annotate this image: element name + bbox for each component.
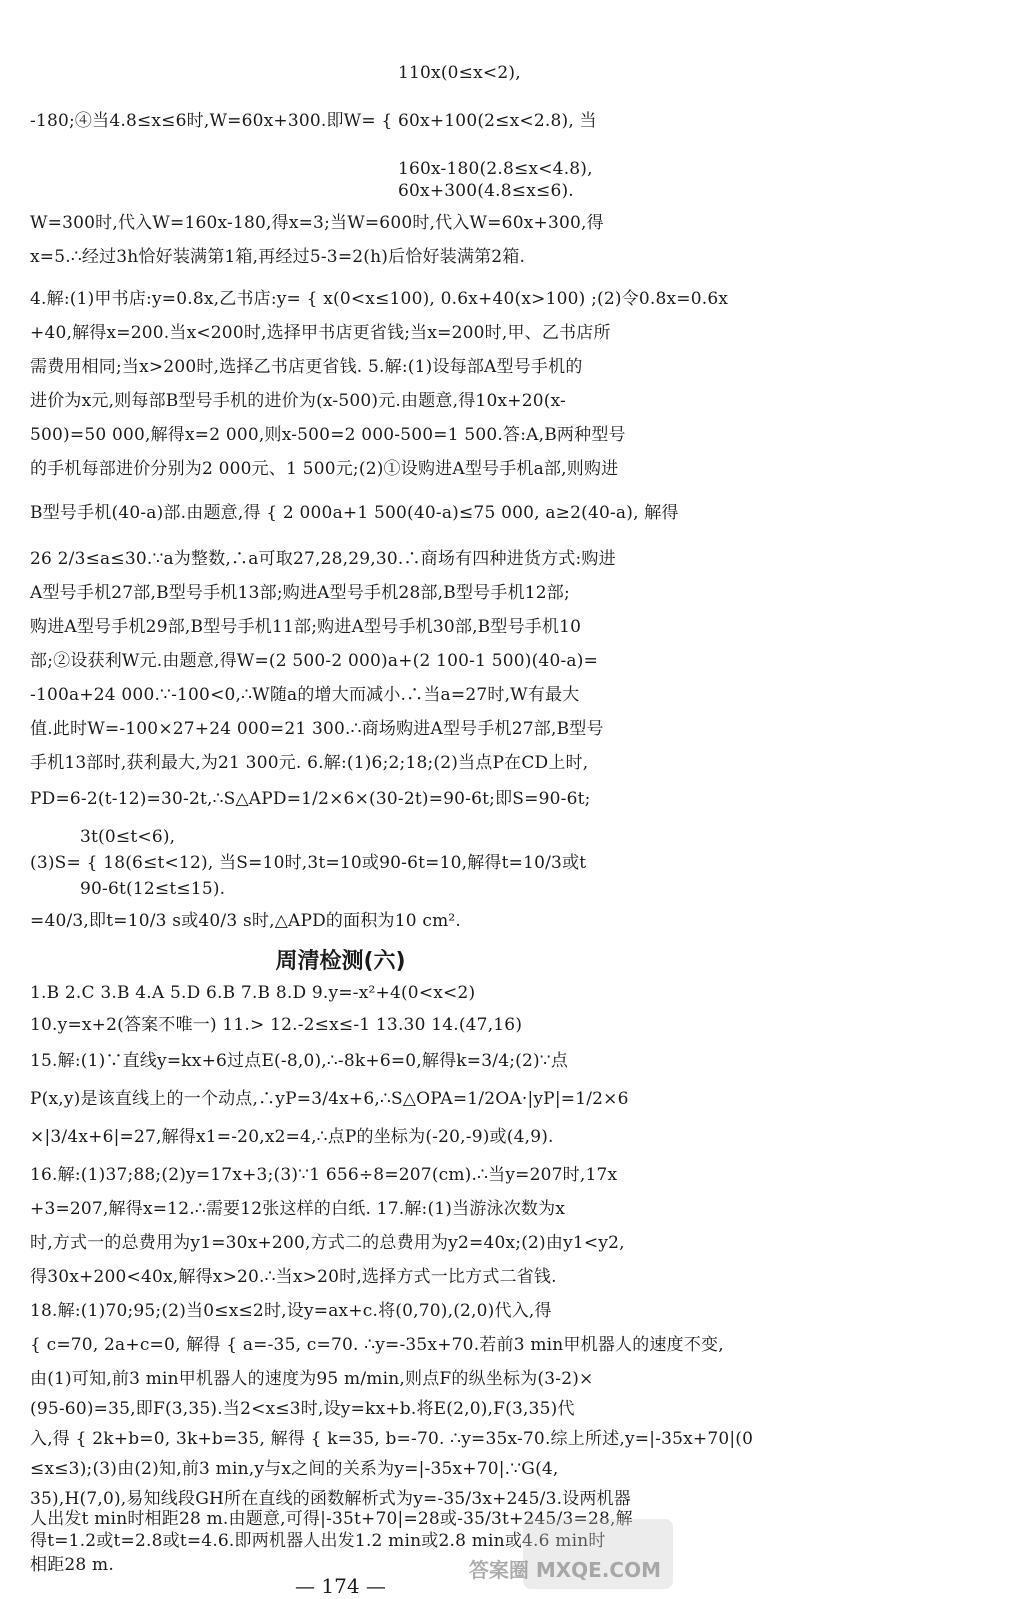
- watermark-text: 答案圈 MXQE.COM: [468, 1558, 661, 1582]
- text-line: PD=6-2(t-12)=30-2t,∴S△APD=1/2×6×(30-2t)=90-6t;即S=90-6t;: [30, 789, 591, 809]
- text-line: 得30x+200<40x,解得x>20.∴当x>20时,选择方式一比方式二省钱.: [30, 1267, 557, 1287]
- text-line: (3)S= { 18(6≤t<12), 当S=10时,3t=10或90-6t=10,解得t=10/3或t: [30, 853, 587, 873]
- text-line: 90-6t(12≤t≤15).: [80, 879, 226, 899]
- text-line: -100a+24 000.∵-100<0,∴W随a的增大而减小.∴当a=27时,W有最大: [30, 685, 580, 705]
- text-line: 15.解:(1)∵直线y=kx+6过点E(-8,0),∴-8k+6=0,解得k=3/4;(2)∵点: [30, 1051, 569, 1071]
- text-line: 手机13部时,获利最大,为21 300元. 6.解:(1)6;2;18;(2)当点P在CD上时,: [30, 753, 589, 773]
- text-line: ×|3/4x+6|=27,解得x1=-20,x2=4,∴点P的坐标为(-20,-9)或(4,9).: [30, 1127, 554, 1147]
- text-line: +3=207,解得x=12.∴需要12张这样的白纸. 17.解:(1)当游泳次数为x: [30, 1199, 566, 1219]
- text-line: A型号手机27部,B型号手机13部;购进A型号手机28部,B型号手机12部;: [30, 583, 570, 603]
- text-line: 值.此时W=-100×27+24 000=21 300.∴商场购进A型号手机27部,B型号: [30, 719, 604, 739]
- text-line: W=300时,代入W=160x-180,得x=3;当W=600时,代入W=60x+300,得: [30, 213, 604, 233]
- text-line: 的手机每部进价分别为2 000元、1 500元;(2)①设购进A型号手机a部,则购进: [30, 459, 619, 479]
- text-line: 得t=1.2或t=2.8或t=4.6.即两机器人出发1.2 min或2.8 min或4.6 min时: [30, 1531, 606, 1551]
- text-line: 110x(0≤x<2),: [398, 63, 521, 83]
- text-line: 26 2/3≤a≤30.∵a为整数,∴a可取27,28,29,30.∴商场有四种进货方式:购进: [30, 549, 616, 569]
- text-line: 60x+300(4.8≤x≤6).: [398, 181, 574, 201]
- text-line: 部;②设获利W元.由题意,得W=(2 500-2 000)a+(2 100-1 500)(40-a)=: [30, 651, 599, 671]
- text-line: (95-60)=35,即F(3,35).当2<x≤3时,设y=kx+b.将E(2,0),F(3,35)代: [30, 1399, 575, 1419]
- text-line: 相距28 m.: [30, 1555, 114, 1575]
- text-line: =40/3,即t=10/3 s或40/3 s时,△APD的面积为10 cm².: [30, 911, 462, 931]
- text-line: 18.解:(1)70;95;(2)当0≤x≤2时,设y=ax+c.将(0,70),(2,0)代入,得: [30, 1301, 552, 1321]
- text-line: +40,解得x=200.当x<200时,选择甲书店更省钱;当x=200时,甲、乙书店所: [30, 323, 611, 343]
- text-line: x=5.∴经过3h恰好装满第1箱,再经过5-3=2(h)后恰好装满第2箱.: [30, 247, 526, 267]
- text-line: B型号手机(40-a)部.由题意,得 { 2 000a+1 500(40-a)≤75 000, a≥2(40-a), 解得: [30, 503, 679, 523]
- text-line: 160x-180(2.8≤x<4.8),: [398, 159, 593, 179]
- text-line: 4.解:(1)甲书店:y=0.8x,乙书店:y= { x(0<x≤100), 0.6x+40(x>100) ;(2)令0.8x=0.6x: [30, 289, 729, 309]
- text-line: { c=70, 2a+c=0, 解得 { a=-35, c=70. ∴y=-35x+70.若前3 min甲机器人的速度不变,: [30, 1335, 724, 1355]
- text-line: P(x,y)是该直线上的一个动点,∴yP=3/4x+6,∴S△OPA=1/2OA·|yP|=1/2×6: [30, 1089, 629, 1109]
- text-line: 500)=50 000,解得x=2 000,则x-500=2 000-500=1 500.答:A,B两种型号: [30, 425, 626, 445]
- text-line: 由(1)可知,前3 min甲机器人的速度为95 m/min,则点F的纵坐标为(3-2)×: [30, 1369, 594, 1389]
- text-line: 购进A型号手机29部,B型号手机11部;购进A型号手机30部,B型号手机10: [30, 617, 582, 637]
- text-line: 16.解:(1)37;88;(2)y=17x+3;(3)∵1 656÷8=207(cm).∴当y=207时,17x: [30, 1165, 618, 1185]
- text-line: 10.y=x+2(答案不唯一) 11.> 12.-2≤x≤-1 13.30 14.(47,16): [30, 1015, 523, 1035]
- text-line: 35),H(7,0),易知线段GH所在直线的函数解析式为y=-35/3x+245/3.设两机器: [30, 1489, 631, 1509]
- text-line: 3t(0≤t<6),: [80, 827, 176, 847]
- page-number: — 174 —: [295, 1574, 386, 1598]
- text-line: 时,方式一的总费用为y1=30x+200,方式二的总费用为y2=40x;(2)由y1<y2,: [30, 1233, 625, 1253]
- section-title: 周清检测(六): [275, 949, 406, 974]
- text-line: 进价为x元,则每部B型号手机的进价为(x-500)元.由题意,得10x+20(x-: [30, 391, 566, 411]
- text-line: -180;④当4.8≤x≤6时,W=60x+300.即W= { 60x+100(2≤x<2.8), 当: [30, 111, 597, 131]
- text-line: ≤x≤3);(3)由(2)知,前3 min,y与x之间的关系为y=|-35x+70|.∵G(4,: [30, 1459, 559, 1479]
- text-line: 人出发t min时相距28 m.由题意,可得|-35t+70|=28或-35/3t+245/3=28,解: [30, 1509, 633, 1529]
- text-line: 需费用相同;当x>200时,选择乙书店更省钱. 5.解:(1)设每部A型号手机的: [30, 357, 583, 377]
- text-line: 入,得 { 2k+b=0, 3k+b=35, 解得 { k=35, b=-70. ∴y=35x-70.综上所述,y=|-35x+70|(0: [30, 1429, 754, 1449]
- text-line: 1.B 2.C 3.B 4.A 5.D 6.B 7.B 8.D 9.y=-x²+4(0<x<2): [30, 983, 476, 1003]
